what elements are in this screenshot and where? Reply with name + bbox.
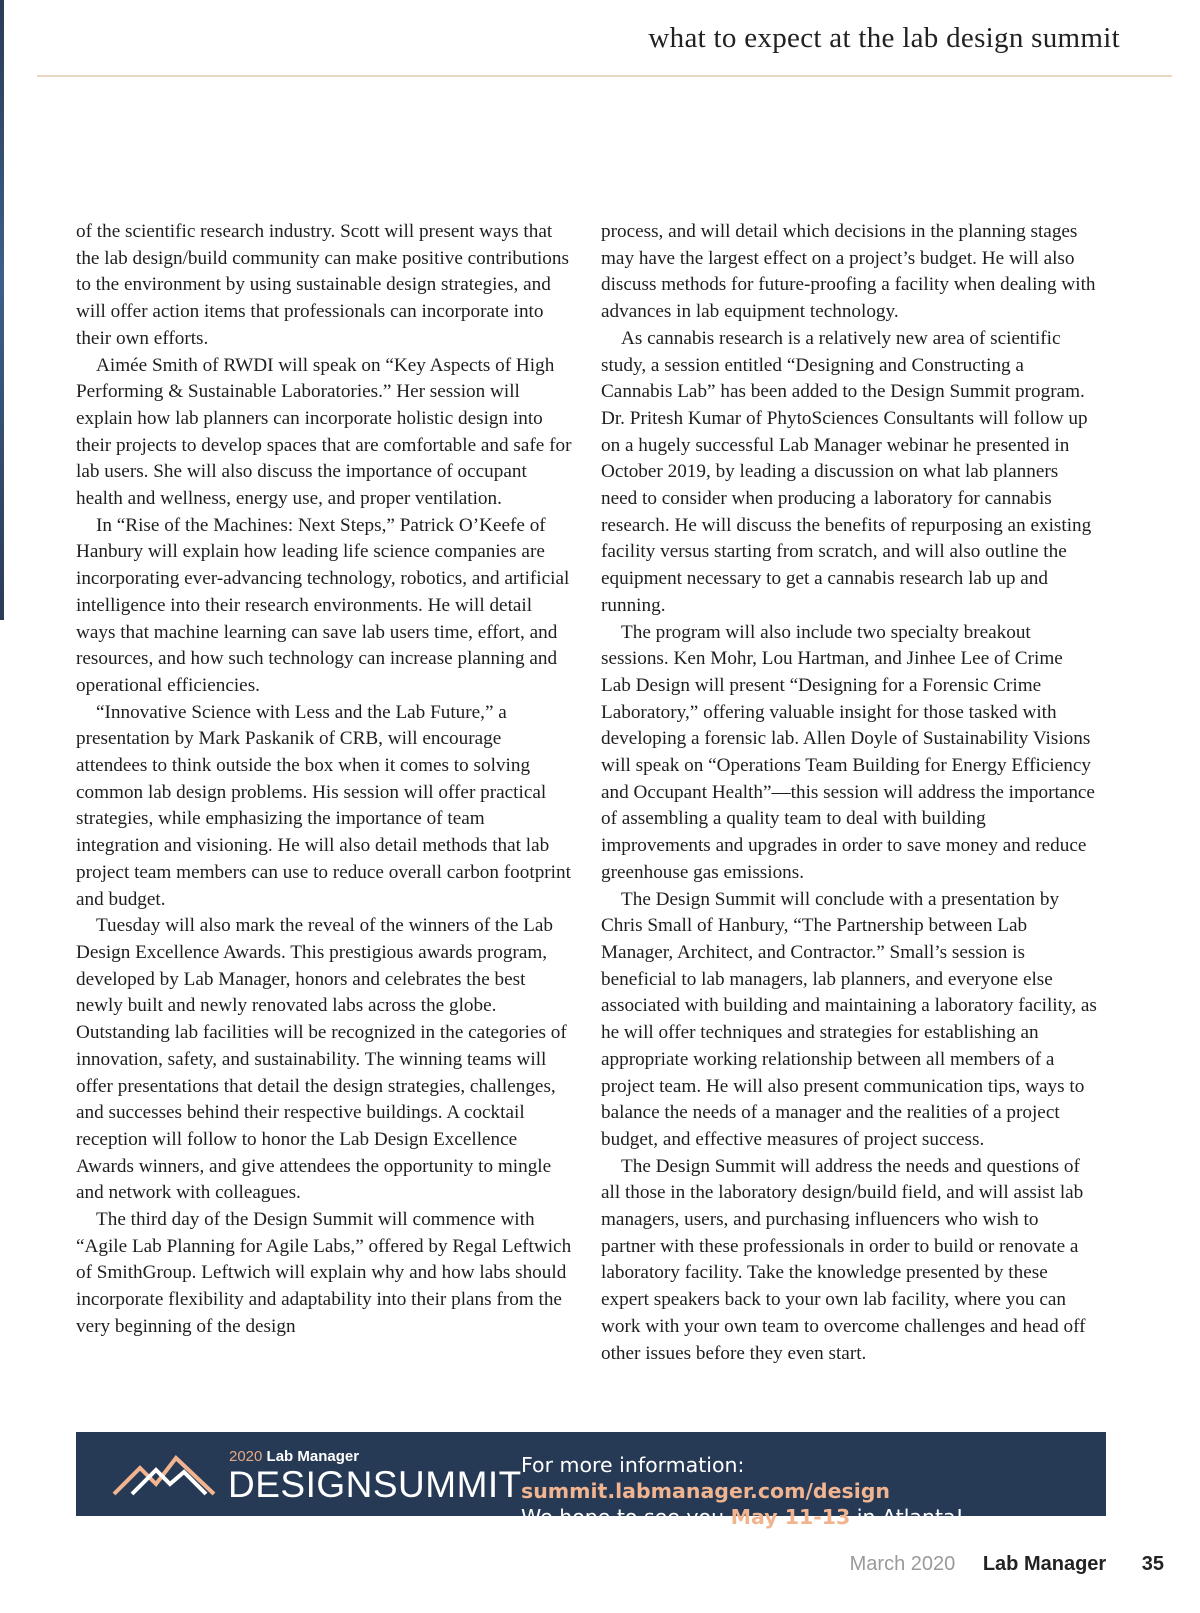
page-number: 35	[1141, 1553, 1164, 1575]
info-line	[521, 1452, 1106, 1504]
paragraph: Aimée Smith of RWDI will speak on “Key Aspects of High Performing & Sustainable Laboratories.” Her session will explain how lab planners can incorporate holistic design into their projects to develop spaces that are comfortable and safe for lab users. She will also discuss the importance of occupant health and wellness, energy use, and proper ventilation.	[76, 354, 572, 510]
dates-line	[521, 1504, 1106, 1530]
hope-suffix: in Atlanta!	[856, 1505, 964, 1529]
paragraph: In “Rise of the Machines: Next Steps,” Patrick O’Keefe of Hanbury will explain how leading life science companies are incorporating ever-advancing technology, robotics, and artificial intelligence into their research environments. He will detail ways that machine learning can save lab users time, effort, and resources, and how such technology can increase planning and operational efficiencies.	[76, 514, 570, 696]
brand-name: Lab Manager	[266, 1448, 360, 1465]
page-footer	[850, 1553, 1164, 1576]
summit-url-link[interactable]: summit.labmanager.com/design	[521, 1479, 890, 1503]
page-edge-bar	[0, 0, 4, 620]
brand-top-line	[229, 1448, 359, 1465]
paragraph: process, and will detail which decisions in the planning stages may have the largest effect on a project’s budget. He will also discuss methods for future-proofing a facility when dealing with advances in lab equipment technology.	[601, 221, 1096, 323]
paragraph: The Design Summit will conclude with a presentation by Chris Small of Hanbury, “The Partnership between Lab Manager, Architect, and Contractor.” Small’s session is beneficial to lab managers, lab planners, and everyone else associated with building and maintaining a laboratory facility, as he will offer techniques and strategies for establishing an appropriate working relationship between all members of a project team. He will also present communication tips, ways to balance the needs of a manager and the realities of a project budget, and effective measures of project success.	[601, 888, 1097, 1150]
paragraph: The program will also include two specialty breakout sessions. Ken Mohr, Lou Hartman, and Jinhee Lee of Crime Lab Design will present “Designing for a Forensic Crime Laboratory,” offering valuable insight for those tasked with developing a forensic lab. Allen Doyle of Sustainability Visions will speak on “Operations Team Building for Energy Efficiency and Occupant Health”—this session will address the importance of assembling a quality team to deal with building improvements and upgrades in order to save money and reduce greenhouse gas emissions.	[601, 621, 1095, 883]
design-summit-banner	[76, 1432, 1106, 1529]
paragraph: “Innovative Science with Less and the Lab Future,” a presentation by Mark Paskanik of CRB, will encourage attendees to think outside the box when it comes to solving common lab design problems. His session will offer practical strategies, while emphasizing the importance of team integration and visioning. He will also detail methods that lab project team members can use to reduce overall carbon footprint and budget.	[76, 701, 571, 910]
paragraph: The Design Summit will address the needs and questions of all those in the laboratory design/build field, and will assist lab managers, users, and purchasing influencers who wish to partner with these professionals in order to build or renovate a laboratory facility. Take the knowledge presented by these expert speakers back to your own lab facility, where you can work with your own team to overcome challenges and head off other issues before they even start.	[601, 1155, 1086, 1364]
left-column	[76, 219, 572, 1341]
event-dates: May 11-13	[730, 1505, 851, 1529]
paragraph: Tuesday will also mark the reveal of the winners of the Lab Design Excellence Awards. This prestigious awards program, developed by Lab Manager, honors and celebrates the best newly built and newly renovated labs across the globe. Outstanding lab facilities will be recognized in the categories of innovation, safety, and sustainability. The winning teams will offer presentations that detail the design strategies, challenges, and successes behind their respective buildings. A cocktail reception will follow to honor the Lab Design Excellence Awards winners, and give attendees the opportunity to mingle and network with colleagues.	[76, 915, 567, 1204]
brand-design-word: DESIGN	[228, 1464, 373, 1505]
banner-info	[521, 1452, 1106, 1530]
mountain-logo-icon	[110, 1448, 220, 1498]
right-column	[601, 219, 1097, 1367]
brand-summit-word: SUMMIT	[372, 1464, 522, 1505]
hope-prefix: We hope to see you	[521, 1505, 725, 1529]
brand-wordmark	[228, 1465, 522, 1505]
paragraph: of the scientific research industry. Scott will present ways that the lab design/build community can make positive contributions to the environment by using sustainable design strategies, and will offer action items that professionals can incorporate into their own efforts.	[76, 221, 569, 349]
info-prefix: For more information:	[521, 1453, 745, 1477]
issue-date: March 2020	[849, 1553, 956, 1575]
magazine-name: Lab Manager	[982, 1553, 1107, 1575]
paragraph: As cannabis research is a relatively new area of scientific study, a session entitled “Designing and Constructing a Cannabis Lab” has been added to the Design Summit program. Dr. Pritesh Kumar of PhytoSciences Consultants will follow up on a hugely successful Lab Manager webinar he presented in October 2019, by leading a discussion on what lab planners need to consider when producing a laboratory for cannabis research. He will discuss the benefits of repurposing an existing facility versus starting from scratch, and will also outline the equipment necessary to get a cannabis research lab up and running.	[601, 327, 1092, 616]
brand-year: 2020	[229, 1448, 263, 1465]
running-header: what to expect at the lab design summit	[648, 22, 1120, 54]
paragraph: The third day of the Design Summit will commence with “Agile Lab Planning for Agile Labs,” offered by Regal Leftwich of SmithGroup. Leftwich will explain why and how labs should incorporate flexibility and adaptability into their plans from the very beginning of the design	[76, 1209, 572, 1337]
header-rule	[37, 75, 1172, 77]
